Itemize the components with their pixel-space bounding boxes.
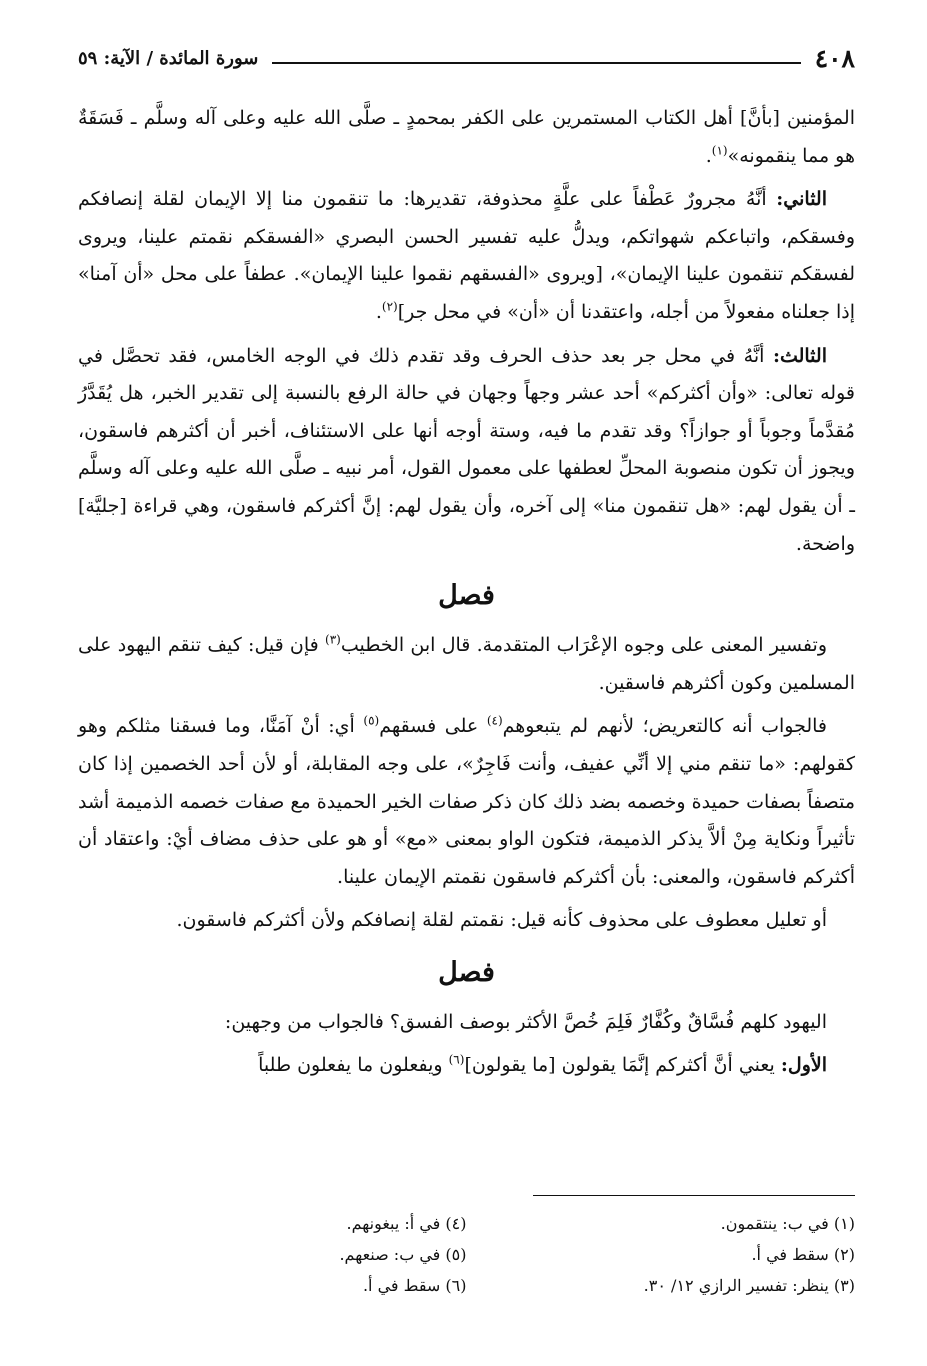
- point-label: الثالث:: [772, 344, 827, 367]
- footnote: (٥) في ب: صنعهم.: [339, 1245, 467, 1264]
- paragraph-text: المؤمنين [بأنَّ] أهل الكتاب المستمرين على الكفر بمحمدٍ ـ صلَّى الله عليه وعلى آله وسلَّم ـ فَسَقَةٌ هو مما ينقمونه»: [78, 107, 855, 167]
- page-body: [78, 100, 855, 1091]
- point-label: الثاني:: [776, 188, 827, 211]
- footnote-ref: (٢): [381, 299, 398, 314]
- paragraph-text: فالجواب أنه كالتعريض؛ لأنهم لم يتبعوهم: [502, 715, 827, 738]
- footnote: (١) في ب: ينتقمون.: [720, 1214, 855, 1233]
- section-heading: فصل: [438, 956, 495, 988]
- footnote: (٦) سقط في أ.: [362, 1276, 467, 1295]
- paragraph-3: [78, 338, 855, 564]
- paragraph-1: [78, 100, 855, 175]
- paragraph-2: [78, 181, 855, 331]
- paragraph-5: [78, 708, 855, 896]
- paragraph-text: أنَّهُ مجرورٌ عَطْفاً على علَّةٍ محذوفة، تقديرها: ما تنقمون منا إلا الإيمان لقلة إنصافكم وفسقكم، واتباعكم شهواتكم، ويدلُّ عليه تفسير الحسن البصري «الفسقكم نقمتم علينا، ويروى لفسقكم تنقمون علينا الإيمان»، [ويروى «الفسقهم نقموا علينا الإيمان». عطفاً على محل «أن آمنا» إذا جعلناه مفعولاً من أجله، واعتقدنا أن «أن» في محل جر]: [78, 188, 855, 323]
- paragraph-text: يعني أنَّ أكثركم إنَّمَا يقولون [ما يقولون]: [464, 1054, 781, 1077]
- footnote-separator: [533, 1195, 855, 1196]
- footnote-ref: (٥): [363, 713, 380, 728]
- point-label: الأول:: [780, 1054, 827, 1077]
- paragraph-7: اليهود كلهم فُسَّاقٌ وكُفَّارٌ فَلِمَ خُصَّ الأكثر بوصف الفسق؟ فالجواب من وجهين:: [224, 1010, 827, 1033]
- paragraph-text: على فسقهم: [379, 715, 487, 738]
- running-header: [78, 38, 855, 78]
- footnote-ref: (٣): [325, 632, 341, 647]
- paragraph-end: .: [705, 144, 712, 167]
- paragraph-text: أنَّهُ في محل جر بعد حذف الحرف وقد تقدم ذلك في الوجه الخامس، فقد تحصَّل في قوله تعالى: «وأن أكثركم» أحد عشر وجهاً وجهان في حالة الرفع بالنسبة إلى تقدير الخبر، هل يُقَدَّرُ مُقدَّماً وجوباً أو جوازاً؟ وقد تقدم ما فيه، وستة أوجه أنها على الاستئناف، أخبر أن أكثرهم فاسقون، ويجوز أن تكون منصوبة المحلِّ لعطفها على معمول القول، أمر نبيه ـ صلَّى الله عليه وعلى آله وسلَّم ـ أن يقول لهم: «هل تنقمون منا» إلى آخره، وأن يقول لهم: إنَّ أكثركم فاسقون، وهي قراءة [جليَّة] واضحة.: [78, 344, 855, 555]
- section-heading: فصل: [438, 580, 495, 612]
- paragraph-text: فإن قيل: كيف تنقم اليهود على المسلمين وكون أكثرهم فاسقين.: [78, 634, 855, 694]
- header-rule: [272, 62, 800, 64]
- footnote: (٣) ينظر: تفسير الرازي ١٢/ ٣٠.: [643, 1276, 855, 1295]
- footnotes-column-right: [467, 1208, 856, 1301]
- paragraph-4: [78, 627, 855, 702]
- paragraph-6: أو تعليل معطوف على محذوف كأنه قيل: نقمتم لقلة إنصافكم ولأن أكثركم فاسقون.: [176, 909, 827, 932]
- footnote-ref: (١): [711, 143, 728, 158]
- paragraph-text: ويفعلون ما يفعلون طلباً: [258, 1054, 449, 1077]
- footnote: (٢) سقط في أ.: [751, 1245, 855, 1264]
- paragraph-8: [78, 1047, 855, 1085]
- paragraph-text: أي: أنْ آمَنَّا، وما فسقنا مثلكم وهو كقولهم: «ما تنقم مني إلا أنِّي عفيف، وأنت فَاجِرٌ»، على وجه المقابلة، أو لأن أحد الخصمين إذا كان متصفاً بصفات حميدة وخصمه بضد ذلك كان ذكر صفات الخير الحميدة مع صفات خصمه الذميمة أشد تأثيراً ونكاية مِنْ ألاَّ يذكر الذميمة، فتكون الواو بمعنى «مع» أو هو على حذف مضاف أيْ: واعتقاد أن أكثركم فاسقون، والمعنى: بأن أكثركم فاسقون نقمتم الإيمان علينا.: [78, 715, 855, 888]
- footnote: (٤) في أ: يبغونهم.: [346, 1214, 467, 1233]
- footnotes: [78, 1208, 855, 1301]
- page-number: ٤٠٨: [814, 43, 855, 73]
- footnotes-column-left: [78, 1208, 467, 1301]
- footnote-ref: (٤): [486, 713, 503, 728]
- paragraph-text: وتفسير المعنى على وجوه الإعْرَاب المتقدمة. قال ابن الخطيب: [340, 634, 827, 657]
- surah-title: سورة المائدة / الآية: ٥٩: [78, 47, 259, 69]
- footnote-ref: (٦): [448, 1053, 465, 1068]
- paragraph-end: .: [375, 300, 382, 323]
